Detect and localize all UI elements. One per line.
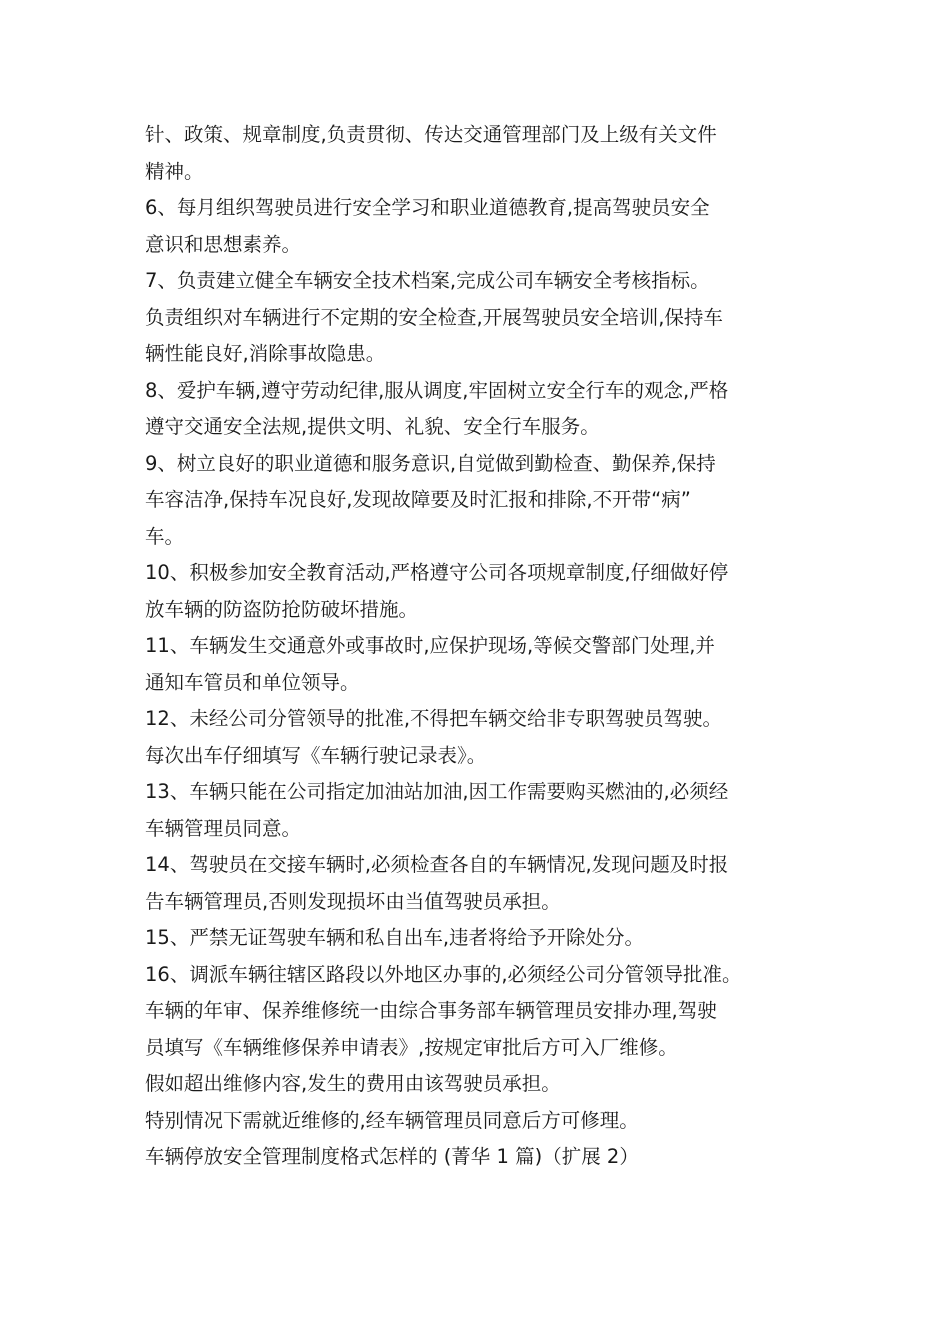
text-line: 10、积极参加安全教育活动,严格遵守公司各项规章制度,仔细做好停 [145, 561, 729, 584]
text-line: 假如超出维修内容,发生的费用由该驾驶员承担。 [145, 1072, 561, 1095]
text-line: 车辆的年审、保养维修统一由综合事务部车辆管理员安排办理,驾驶 [145, 999, 717, 1022]
text-line: 针、政策、规章制度,负责贯彻、传达交通管理部门及上级有关文件 [145, 123, 717, 146]
text-line: 员填写《车辆维修保养申请表》,按规定审批后方可入厂维修。 [145, 1035, 678, 1059]
text-line: 9、树立良好的职业道德和服务意识,自觉做到勤检查、勤保养,保持 [145, 451, 716, 475]
text-line: 通知车管员和单位领导。 [145, 670, 360, 694]
text-line: 7、负责建立健全车辆安全技术档案,完成公司车辆安全考核指标。 [145, 269, 710, 292]
text-line: 遵守交通安全法规,提供文明、礼貌、安全行车服务。 [145, 415, 600, 438]
text-line: 负责组织对车辆进行不定期的安全检查,开展驾驶员安全培训,保持车 [145, 305, 723, 329]
document-body [145, 117, 815, 1176]
text-line: 8、爱护车辆,遵守劳动纪律,服从调度,牢固树立安全行车的观念,严格 [145, 378, 729, 402]
text-line: 特别情况下需就近维修的,经车辆管理员同意后方可修理。 [145, 1108, 639, 1132]
text-line: 6、每月组织驾驶员进行安全学习和职业道德教育,提高驾驶员安全 [145, 196, 710, 219]
text-line: 告车辆管理员,否则发现损坏由当值驾驶员承担。 [145, 889, 561, 913]
text-line: 11、车辆发生交通意外或事故时,应保护现场,等候交警部门处理,并 [145, 634, 715, 657]
text-line: 12、未经公司分管领导的批准,不得把车辆交给非专职驾驶员驾驶。 [145, 707, 723, 730]
text-line: 每次出车仔细填写《车辆行驶记录表》。 [145, 743, 487, 767]
section-heading: 车辆停放安全管理制度格式怎样的 (菁华 1 篇)（扩展 2） [145, 1145, 639, 1168]
text-line: 车容洁净,保持车况良好,发现故障要及时汇报和排除,不开带“病” [145, 488, 691, 511]
text-line: 精神。 [145, 159, 204, 183]
text-line: 14、驾驶员在交接车辆时,必须检查各自的车辆情况,发现问题及时报 [145, 853, 729, 876]
text-line: 意识和思想素养。 [145, 232, 302, 256]
text-line: 16、调派车辆往辖区路段以外地区办事的,必须经公司分管领导批准。 [145, 962, 742, 986]
text-line: 13、车辆只能在公司指定加油站加油,因工作需要购买燃油的,必须经 [145, 780, 729, 803]
text-line: 15、严禁无证驾驶车辆和私自出车,违者将给予开除处分。 [145, 926, 645, 949]
text-line: 放车辆的防盗防抢防破坏措施。 [145, 597, 419, 621]
text-line: 车辆管理员同意。 [145, 816, 302, 840]
text-line: 辆性能良好,消除事故隐患。 [145, 342, 386, 365]
text-line: 车。 [145, 524, 185, 548]
